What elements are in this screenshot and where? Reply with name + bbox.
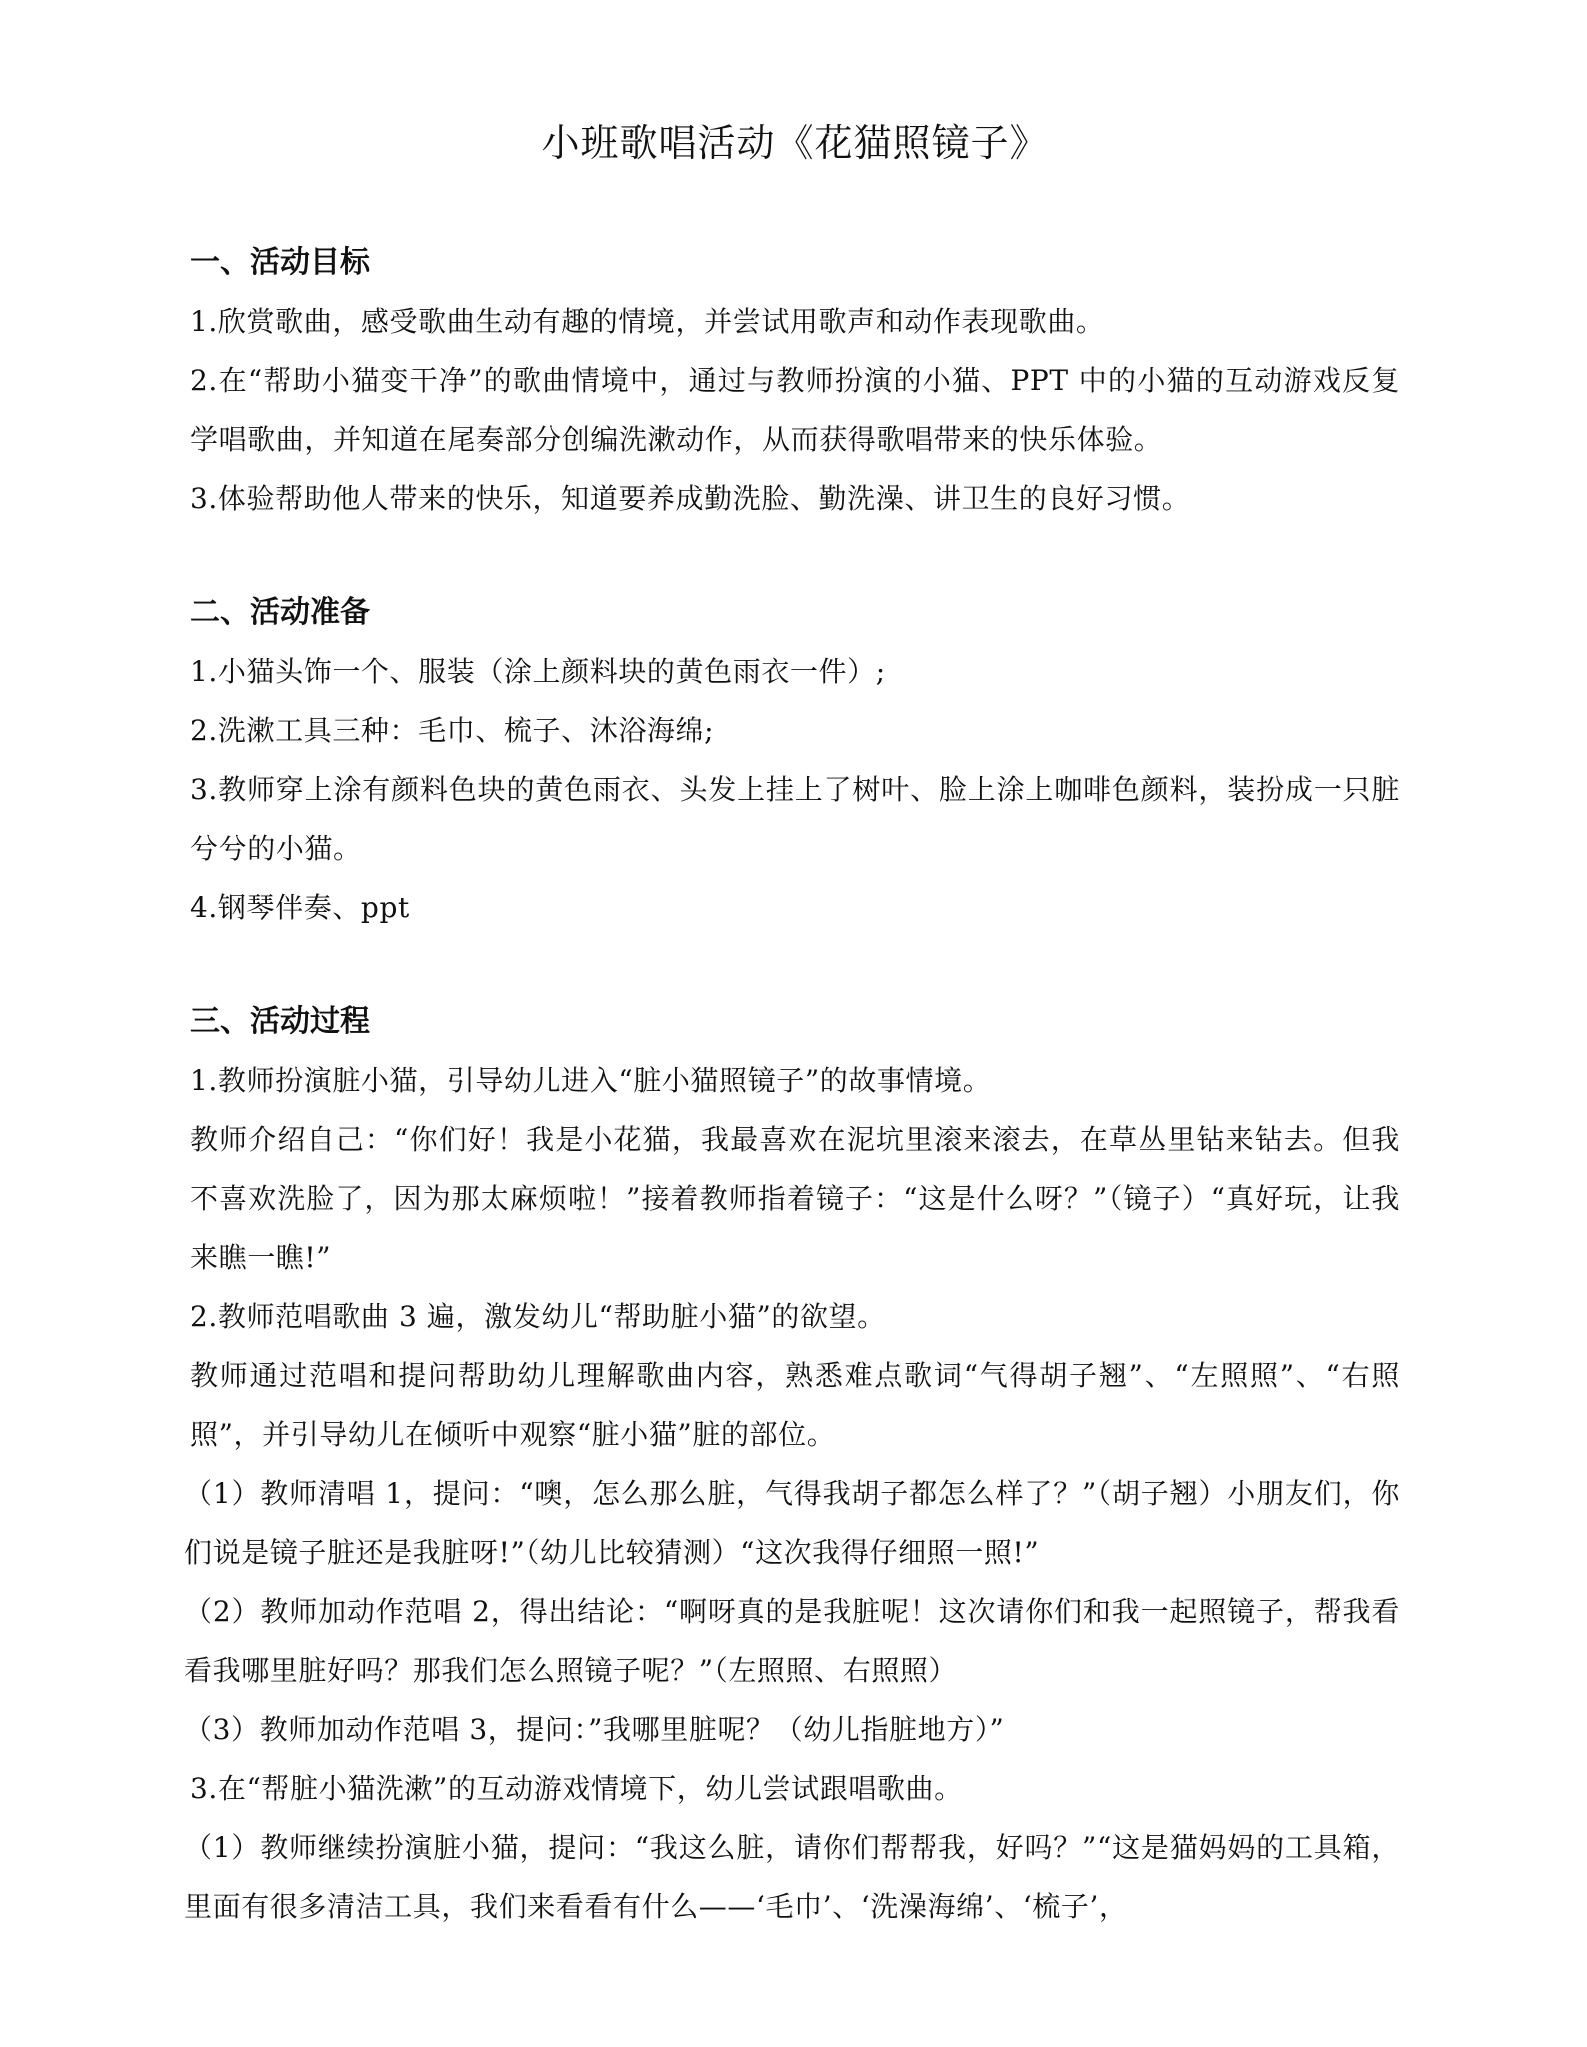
paragraph: 1.欣赏歌曲，感受歌曲生动有趣的情境，并尝试用歌声和动作表现歌曲。	[190, 305, 1105, 338]
paragraph: 教师介绍自己：“你们好！我是小花猫，我最喜欢在泥坑里滚来滚去，在草丛里钻来钻去。但我不喜欢洗脸了，因为那太麻烦啦！”接着教师指着镜子：“这是什么呀？”（镜子）“真好玩，让我来瞧一瞧!”	[190, 1123, 1400, 1274]
paragraph: 3.教师穿上涂有颜料色块的黄色雨衣、头发上挂上了树叶、脸上涂上咖啡色颜料，装扮成一只脏兮兮的小猫。	[190, 773, 1400, 865]
paragraph: 3.在“帮脏小猫洗漱”的互动游戏情境下，幼儿尝试跟唱歌曲。	[190, 1772, 963, 1805]
paragraph: （1）教师继续扮演脏小猫，提问：“我这么脏，请你们帮帮我，好吗？”“这是猫妈妈的工具箱，里面有很多清洁工具，我们来看看有什么——‘毛巾’、‘洗澡海绵’、‘梳子’，	[184, 1831, 1400, 1923]
paragraph: （3）教师加动作范唱 3，提问：”我哪里脏呢？（幼儿指脏地方）”	[184, 1713, 1005, 1746]
paragraph: 3.体验帮助他人带来的快乐，知道要养成勤洗脸、勤洗澡、讲卫生的良好习惯。	[190, 482, 1191, 515]
paragraph: 2.洗漱工具三种：毛巾、梳子、沐浴海绵;	[190, 714, 715, 747]
paragraph: 1.教师扮演脏小猫，引导幼儿进入“脏小猫照镜子”的故事情境。	[190, 1064, 992, 1097]
section-activity-goals	[190, 233, 1400, 528]
paragraph: 4.钢琴伴奏、ppt	[190, 891, 410, 924]
section-heading: 三、活动过程	[190, 1004, 370, 1039]
paragraph: 2.教师范唱歌曲 3 遍，激发幼儿“帮助脏小猫”的欲望。	[190, 1300, 886, 1333]
section-activity-preparation	[190, 583, 1400, 937]
paragraph: （2）教师加动作范唱 2，得出结论：“啊呀真的是我脏呢！这次请你们和我一起照镜子，帮我看看我哪里脏好吗？那我们怎么照镜子呢？”（左照照、右照照）	[184, 1595, 1400, 1687]
section-heading: 一、活动目标	[190, 245, 370, 280]
paragraph: 2.在“帮助小猫变干净”的歌曲情境中，通过与教师扮演的小猫、PPT 中的小猫的互动游戏反复学唱歌曲，并知道在尾奏部分创编洗漱动作，从而获得歌唱带来的快乐体验。	[190, 364, 1400, 456]
section-heading: 二、活动准备	[190, 595, 370, 630]
paragraph: 1.小猫头饰一个、服装（涂上颜料块的黄色雨衣一件）;	[190, 655, 886, 688]
paragraph: 教师通过范唱和提问帮助幼儿理解歌曲内容，熟悉难点歌词“气得胡子翘”、“左照照”、“右照照”，并引导幼儿在倾听中观察“脏小猫”脏的部位。	[190, 1359, 1400, 1451]
section-activity-process	[184, 992, 1400, 1936]
document-title: 小班歌唱活动《花猫照镜子》	[541, 121, 1049, 165]
paragraph: （1）教师清唱 1，提问：“噢，怎么那么脏，气得我胡子都怎么样了？”（胡子翘）小朋友们，你们说是镜子脏还是我脏呀!”（幼儿比较猜测）“这次我得仔细照一照!”	[184, 1477, 1400, 1569]
